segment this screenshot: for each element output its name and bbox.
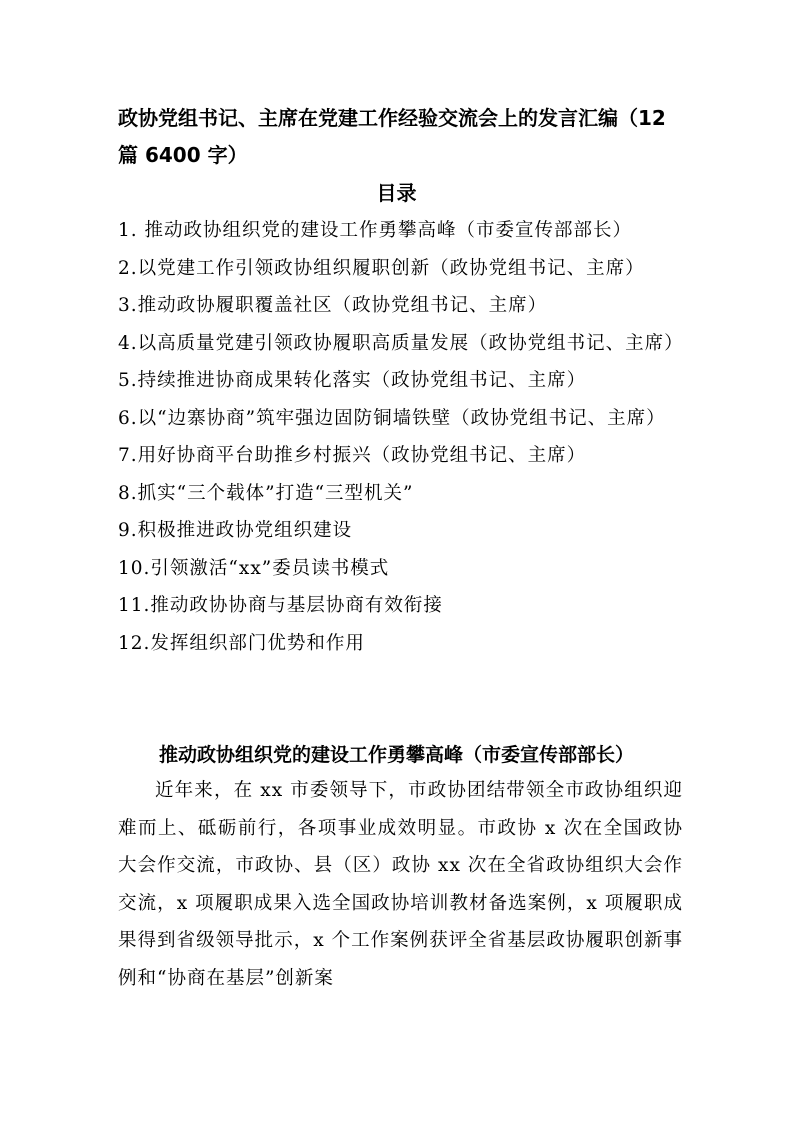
toc-item-10: 10.引领激活“xx”委员读书模式 bbox=[118, 557, 390, 579]
toc-item-1: 1. 推动政协组织党的建设工作勇攀高峰（市委宣传部部长） bbox=[118, 220, 633, 241]
toc-item-7: 7.用好协商平台助推乡村振兴（政协党组书记、主席） bbox=[118, 445, 587, 466]
toc-item-6: 6.以“边寨协商”筑牢强边固防铜墙铁壁（政协党组书记、主席） bbox=[118, 407, 666, 429]
toc-item-11: 11.推动政协协商与基层协商有效衔接 bbox=[118, 595, 443, 616]
toc-item-2: 2.以党建工作引领政协组织履职创新（政协党组书记、主席） bbox=[118, 257, 645, 279]
table-of-contents bbox=[118, 212, 683, 662]
toc-item-12: 12.发挥组织部门优势和作用 bbox=[118, 632, 365, 654]
toc-item-4: 4.以高质量党建引领政协履职高质量发展（政协党组书记、主席） bbox=[118, 332, 684, 354]
document-title: 政协党组书记、主席在党建工作经验交流会上的发言汇编（12 篇 6400 字） bbox=[118, 106, 666, 167]
body-paragraph: 近年来，在 xx 市委领导下，市政协团结带领全市政协组织迎难而上、砥砺前行，各项事业成效明显。市政协 x 次在全国政协大会作交流，市政协、县（区）政协 xx 次在全省政协组织大会作交流，x 项履职成果入选全国政协培训教材备选案例，x 项履职成果得到省级领导批示，x 个工作案例获评全省基层政协履职创新事例和“协商在基层”创新案 bbox=[118, 780, 683, 989]
toc-item-3: 3.推动政协履职覆盖社区（政协党组书记、主席） bbox=[118, 295, 548, 316]
toc-heading: 目录 bbox=[376, 181, 417, 205]
toc-item-8: 8.抓实“三个载体”打造“三型机关” bbox=[118, 482, 414, 504]
section-title: 推动政协组织党的建设工作勇攀高峰（市委宣传部部长） bbox=[158, 744, 634, 766]
toc-item-9: 9.积极推进政协党组织建设 bbox=[118, 520, 353, 541]
toc-item-5: 5.持续推进协商成果转化落实（政协党组书记、主席） bbox=[118, 370, 587, 391]
